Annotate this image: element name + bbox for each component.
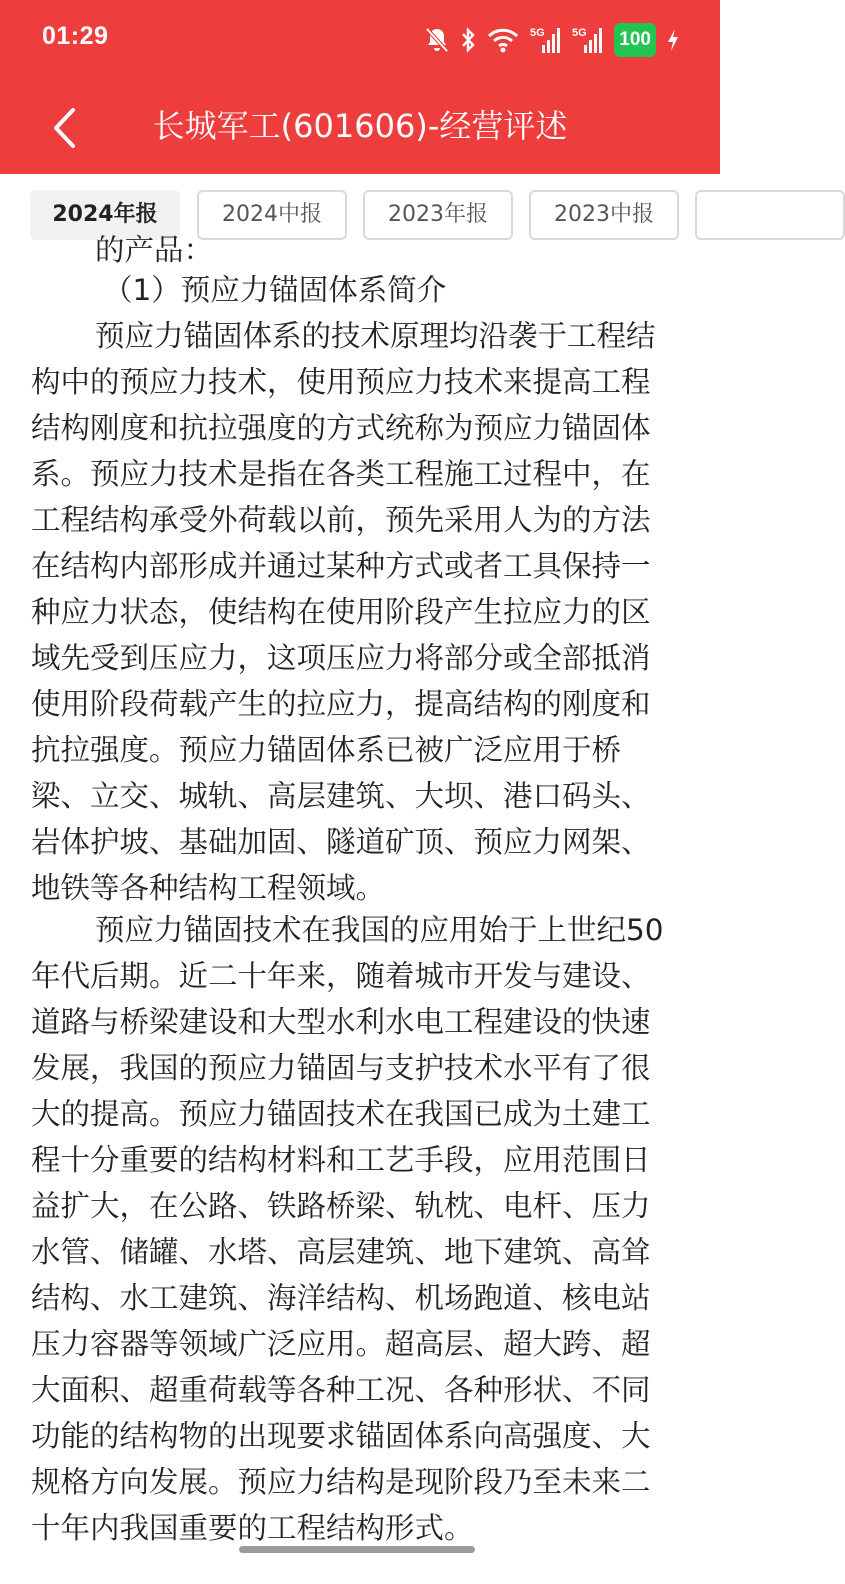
status-icons xyxy=(424,22,680,58)
paragraph-line: 结构刚度和抗拉强度的方式统称为预应力锚固体 xyxy=(31,411,651,445)
paragraph-line: 梁、立交、城轨、高层建筑、大坝、港口码头、 xyxy=(31,779,651,813)
app-header xyxy=(0,0,720,174)
battery-icon: 100 xyxy=(614,23,656,57)
report-content xyxy=(0,233,720,1558)
charging-icon xyxy=(666,24,680,56)
paragraph-line: 程十分重要的结构材料和工艺手段，应用范围日 xyxy=(31,1143,651,1177)
paragraph-line: 在结构内部形成并通过某种方式或者工具保持一 xyxy=(31,549,651,583)
paragraph-line: 大的提高。预应力锚固技术在我国已成为土建工 xyxy=(31,1097,651,1131)
paragraph-line: 域先受到压应力，这项压应力将部分或全部抵消 xyxy=(31,641,651,675)
paragraph-line: 抗拉强度。预应力锚固体系已被广泛应用于桥 xyxy=(31,733,622,767)
home-indicator[interactable] xyxy=(239,1546,475,1553)
paragraph-line: 年代后期。近二十年来，随着城市开发与建设、 xyxy=(31,959,651,993)
signal-5g-icon xyxy=(572,24,604,56)
paragraph-line: 道路与桥梁建设和大型水利水电工程建设的快速 xyxy=(31,1005,651,1039)
paragraph-line: 种应力状态，使结构在使用阶段产生拉应力的区 xyxy=(31,595,651,629)
network-5g-label: 5G xyxy=(572,27,587,39)
paragraph-line: 功能的结构物的出现要求锚固体系向高强度、大 xyxy=(31,1419,651,1453)
paragraph-line: 岩体护坡、基础加固、隧道矿顶、预应力网架、 xyxy=(31,825,651,859)
paragraph-line: 大面积、超重荷载等各种工况、各种形状、不同 xyxy=(31,1373,651,1407)
status-bar xyxy=(0,0,720,78)
bluetooth-icon xyxy=(460,24,476,56)
paragraph-line: 构中的预应力技术，使用预应力技术来提高工程 xyxy=(31,365,651,399)
paragraph-line: 水管、储罐、水塔、高层建筑、地下建筑、高耸 xyxy=(31,1235,651,1269)
status-time: 01:29 xyxy=(42,22,109,50)
signal-5g-icon xyxy=(530,24,562,56)
tab-2023-annual[interactable]: 2023年报 xyxy=(363,190,513,240)
paragraph-line: 预应力锚固技术在我国的应用始于上世纪50 xyxy=(95,913,664,947)
paragraph-line: 工程结构承受外荷载以前，预先采用人为的方法 xyxy=(31,503,651,537)
paragraph-line: 规格方向发展。预应力结构是现阶段乃至未来二 xyxy=(31,1465,651,1499)
paragraph-line: 系。预应力技术是指在各类工程施工过程中，在 xyxy=(31,457,651,491)
paragraph-line: 结构、水工建筑、海洋结构、机场跑道、核电站 xyxy=(31,1281,651,1315)
tab-2024-annual[interactable]: 2024年报 xyxy=(30,190,180,240)
paragraph-line: 压力容器等领域广泛应用。超高层、超大跨、超 xyxy=(31,1327,651,1361)
paragraph-line: 使用阶段荷载产生的拉应力，提高结构的刚度和 xyxy=(31,687,651,721)
paragraph-line: 益扩大，在公路、铁路桥梁、轨枕、电杆、压力 xyxy=(31,1189,651,1223)
paragraph-line: 预应力锚固体系的技术原理均沿袭于工程结 xyxy=(95,319,656,353)
wifi-icon xyxy=(486,24,520,56)
section-heading: （1）预应力锚固体系简介 xyxy=(103,273,447,307)
partial-text-line: 的产品： xyxy=(95,233,214,267)
page-title: 长城军工(601606)-经营评述 xyxy=(152,107,568,145)
paragraph-line: 十年内我国重要的工程结构形式。 xyxy=(31,1511,474,1545)
network-5g-label: 5G xyxy=(530,27,545,39)
tab-more-partial[interactable] xyxy=(695,190,845,240)
tab-2024-interim[interactable]: 2024中报 xyxy=(197,190,347,240)
nav-bar xyxy=(0,78,720,174)
paragraph-line: 地铁等各种结构工程领域。 xyxy=(31,871,386,905)
tab-2023-interim[interactable]: 2023中报 xyxy=(529,190,679,240)
mute-bell-icon xyxy=(424,24,450,56)
paragraph-line: 发展，我国的预应力锚固与支护技术水平有了很 xyxy=(31,1051,651,1085)
